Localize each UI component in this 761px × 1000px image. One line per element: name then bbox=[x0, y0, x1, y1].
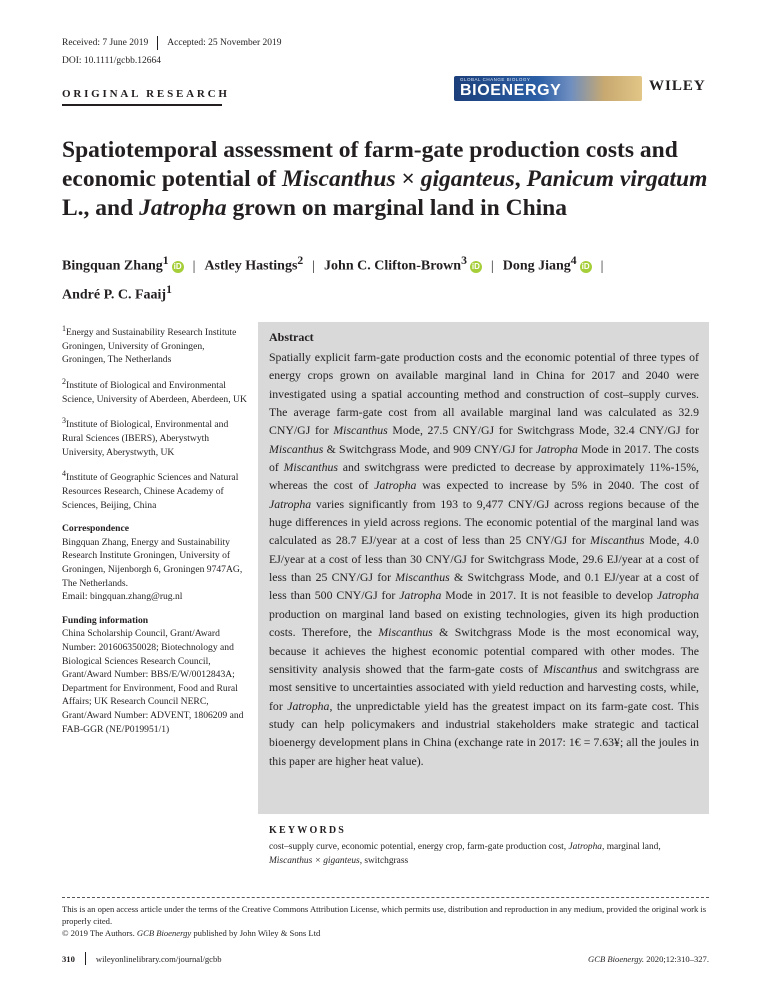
abstract-text-run: & Switchgrass Mode, and 909 CNY/GJ for bbox=[323, 441, 536, 456]
author-affil-ref: 1 bbox=[166, 282, 172, 296]
keywords-italic-term: Jatropha bbox=[568, 842, 602, 852]
abstract-heading: Abstract bbox=[269, 330, 314, 344]
abstract-italic-term: Jatropha bbox=[269, 496, 312, 511]
author-affil-ref: 2 bbox=[297, 254, 304, 267]
author-affil-ref: 3 bbox=[461, 254, 467, 267]
article-dates bbox=[62, 36, 282, 50]
journal-citation bbox=[588, 954, 709, 964]
affiliation bbox=[62, 375, 247, 406]
journal-logo bbox=[454, 76, 642, 101]
author-affil-ref: 4 bbox=[570, 254, 577, 267]
copyright-text: published by John Wiley & Sons Ltd bbox=[191, 928, 321, 938]
funding-text: China Scholarship Council, Grant/Award Number: 201606350028; Biotechnology and Biological Sciences Research Council, Grant/Award Number: BBS/E/W/0012843A; Department for Environment, Food and Rural Affairs; UK Research Council NERC, Grant/Award Number: ADVENT, 1806209 and FAB-GGR (NE/P019951/1) bbox=[62, 628, 244, 735]
keywords-text-run: cost–supply curve, economic potential, energy crop, farm-gate production cost, bbox=[269, 842, 569, 852]
abstract-italic-term: Miscanthus bbox=[333, 423, 388, 438]
orcid-icon[interactable]: iD bbox=[471, 261, 480, 271]
copyright-journal: GCB Bioenergy bbox=[136, 928, 192, 938]
abstract-italic-term: Jatropha bbox=[287, 698, 330, 713]
keywords-italic-term: Miscanthus × giganteus bbox=[269, 855, 360, 866]
abstract-text-run: and switchgrass were predicted to decrease by approximately 11%-15%, whereas the cost of bbox=[269, 460, 699, 493]
copyright-text: © 2019 The Authors. bbox=[62, 928, 137, 938]
abstract-text-run: varies significantly from 193 to 9,477 CNY/GJ across regions because of the huge differences in yield across regions. The economic potential of the marginal land was calculated as 28.7 EJ/year at a cost of less than 25 CNY/GJ for bbox=[269, 496, 699, 548]
page-footer bbox=[62, 952, 709, 965]
author-separator: | bbox=[192, 258, 196, 274]
title-line: economic potential of bbox=[62, 166, 282, 192]
abstract-body bbox=[269, 348, 699, 770]
title-species: Miscanthus bbox=[281, 166, 396, 192]
section-label: ORIGINAL RESEARCH bbox=[62, 88, 230, 100]
author-separator: | bbox=[312, 258, 316, 274]
journal-logo-small-text: GLOBAL CHANGE BIOLOGY bbox=[460, 77, 531, 82]
author-name[interactable]: Dong Jiang bbox=[502, 258, 571, 274]
affiliation bbox=[62, 467, 247, 512]
abstract-text-run: Mode, 27.5 CNY/GJ for Switchgrass Mode, 32.4 CNY/GJ for bbox=[387, 423, 699, 438]
page-number: 310 bbox=[62, 953, 75, 964]
author-list bbox=[62, 249, 722, 306]
keywords-text-run: , marginal land, bbox=[602, 842, 661, 852]
funding-heading: Funding information bbox=[62, 614, 149, 626]
license-notice: This is an open access article under the terms of the Creative Commons Attribution License, which permits use, distribution and reproduction in any medium, provided the original work is properly cited. bbox=[62, 904, 707, 927]
affiliation-text: Institute of Geographic Sciences and Natural Resources Research, Chinese Academy of Sciences, Beijing, China bbox=[62, 472, 239, 511]
title-line: , bbox=[514, 166, 527, 192]
title-species: Jatropha bbox=[139, 195, 227, 221]
abstract-italic-term: Miscanthus bbox=[395, 570, 450, 585]
abstract-text-run: Mode, 4.0 EJ/year at a cost of less than 30 CNY/GJ for Switchgrass Mode, 29.6 EJ/year at a cost of less than 25 CNY/GJ for bbox=[269, 533, 699, 585]
affiliation-text: Institute of Biological and Environmental Science, University of Aberdeen, Aberdeen, UK bbox=[62, 380, 247, 405]
citation-volume: 2020;12:310–327. bbox=[644, 953, 709, 964]
author-name[interactable]: André P. C. Faaij bbox=[62, 287, 167, 303]
abstract-italic-term: Jatropha bbox=[374, 478, 417, 493]
abstract-text-run: Spatially explicit farm-gate production costs and the economic potential of three types of energy crops grown on available marginal land in China for 2017 and 2040 were investigated using a spatial accounting method and construction of cost–supply curves. The average farm-gate cost from all available marginal land was calculated as 32.9 CNY/GJ for bbox=[269, 350, 699, 438]
footnote-rule bbox=[62, 897, 709, 898]
title-line: × bbox=[395, 166, 421, 192]
abstract-italic-term: Miscanthus bbox=[283, 460, 338, 475]
affiliation bbox=[62, 414, 247, 459]
title-line: Spatiotemporal assessment of farm-gate production costs and bbox=[62, 137, 678, 163]
divider bbox=[157, 36, 158, 50]
abstract-text-run: , the unpredictable yield has the greatest impact on its farm-gate cost. This study can help policymakers and industrial stakeholders make strategic and tactical bioenergy development plans in China (exchange rate in 2017: 1€ = 7.63¥; all the joules in this paper are higher heat value). bbox=[269, 698, 699, 768]
abstract-text-run: Mode in 2017. The costs of bbox=[269, 441, 699, 475]
title-species: giganteus bbox=[420, 166, 515, 192]
orcid-icon[interactable]: iD bbox=[581, 261, 590, 271]
abstract-text-run: and switchgrass are most sensitive to uncertainties associated with yield reduction and harvesting costs, while, for bbox=[269, 661, 699, 713]
author-name[interactable]: Bingquan Zhang bbox=[62, 258, 163, 274]
abstract-italic-term: Miscanthus bbox=[543, 661, 598, 676]
abstract-text-run: & Switchgrass Mode is the most economical way, because it achieves the highest economic potential compared with other modes. The sensitivity analysis showed that the farm-gate costs of bbox=[269, 625, 699, 676]
publisher-logo: WILEY bbox=[649, 78, 706, 94]
accepted-date: Accepted: 25 November 2019 bbox=[167, 38, 282, 48]
abstract-italic-term: Jatropha bbox=[656, 588, 699, 603]
keywords-text-run: , switchgrass bbox=[359, 855, 409, 866]
abstract-italic-term: Jatropha bbox=[535, 441, 578, 456]
author-affil-ref: 1 bbox=[162, 254, 169, 267]
affiliation bbox=[62, 322, 247, 367]
title-line: L., and bbox=[62, 195, 140, 221]
abstract-text-run: Mode in 2017. It is not feasible to develop bbox=[441, 588, 657, 603]
journal-logo-text: BIOENERGY bbox=[460, 82, 562, 99]
abstract-text-run: was expected to increase by 5% in 2040. The cost of bbox=[416, 478, 699, 493]
abstract-text-run: production on marginal land based on existing technologies, given its high production costs. Therefore, the bbox=[269, 606, 699, 640]
title-species: Panicum virgatum bbox=[526, 166, 708, 192]
author-separator: | bbox=[600, 258, 604, 274]
abstract-text-run: & Switchgrass Mode, and 0.1 EJ/year at a cost of less than 500 CNY/GJ for bbox=[269, 570, 699, 603]
author-name[interactable]: John C. Clifton-Brown bbox=[324, 258, 462, 274]
abstract-italic-term: Miscanthus bbox=[590, 533, 645, 548]
journal-url[interactable]: wileyonlinelibrary.com/journal/gcbb bbox=[95, 953, 222, 964]
abstract-italic-term: Miscanthus bbox=[269, 441, 324, 456]
copyright-notice bbox=[62, 928, 320, 938]
citation-journal: GCB Bioenergy. bbox=[588, 953, 645, 964]
title-line: grown on marginal land in China bbox=[226, 195, 567, 221]
author-separator: | bbox=[490, 258, 494, 274]
divider bbox=[85, 952, 86, 965]
affiliation-text: Energy and Sustainability Research Institute Groningen, University of Groningen, Groningen, The Netherlands bbox=[62, 327, 237, 366]
affiliation-number: 4 bbox=[62, 469, 66, 479]
affiliation-number: 2 bbox=[62, 376, 66, 386]
keywords-heading: KEYWORDS bbox=[269, 825, 347, 836]
abstract-italic-term: Miscanthus bbox=[378, 625, 433, 640]
affiliation-number: 1 bbox=[62, 324, 66, 333]
section-rule bbox=[62, 104, 222, 106]
correspondence-text: Bingquan Zhang, Energy and Sustainability Research Institute Groningen, University of Groningen, Nijenborgh 6, Groningen 9747AG, The Netherlands. bbox=[62, 536, 243, 589]
article-title bbox=[62, 136, 712, 223]
abstract-italic-term: Jatropha bbox=[399, 588, 442, 603]
doi[interactable]: DOI: 10.1111/gcbb.12664 bbox=[62, 56, 161, 66]
received-date: Received: 7 June 2019 bbox=[62, 38, 149, 48]
correspondence-email[interactable]: Email: bingquan.zhang@rug.nl bbox=[62, 591, 183, 603]
sidebar bbox=[62, 322, 247, 736]
affiliation-number: 3 bbox=[62, 416, 66, 426]
orcid-icon[interactable]: iD bbox=[173, 261, 182, 271]
author-name[interactable]: Astley Hastings bbox=[204, 258, 298, 274]
correspondence-heading: Correspondence bbox=[62, 523, 129, 535]
keywords-list bbox=[269, 841, 699, 868]
affiliation-text: Institute of Biological, Environmental and Rural Sciences (IBERS), Aberystwyth University, Aberystwyth, UK bbox=[62, 419, 229, 458]
